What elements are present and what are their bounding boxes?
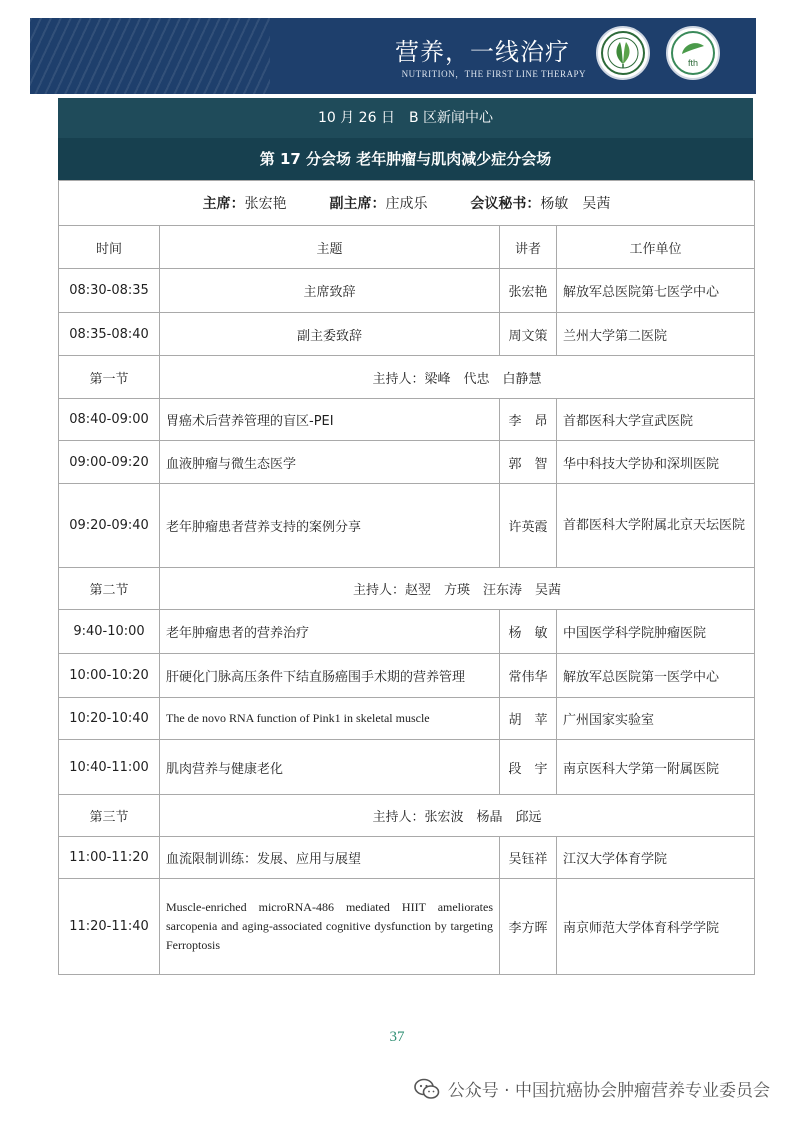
talk-speaker: 吴钰祥 bbox=[500, 837, 557, 879]
section-hosts: 主持人：张宏波 杨晶 邱远 bbox=[160, 795, 755, 837]
section-hosts: 主持人：梁峰 代忠 白静慧 bbox=[160, 356, 755, 399]
vice-chair-label: 副主席： bbox=[329, 196, 386, 212]
section-name: 第二节 bbox=[59, 568, 160, 610]
talk-speaker: 李 昂 bbox=[500, 399, 557, 441]
talk-org: 兰州大学第二医院 bbox=[557, 313, 755, 356]
col-header-topic: 主题 bbox=[160, 226, 500, 269]
table-row bbox=[59, 441, 755, 484]
talk-topic: 老年肿瘤患者营养支持的案例分享 bbox=[160, 484, 500, 568]
talk-org: 首都医科大学宣武医院 bbox=[557, 399, 755, 441]
table-row bbox=[59, 399, 755, 441]
talk-speaker: 段 宇 bbox=[500, 740, 557, 795]
talk-time: 08:40-09:00 bbox=[59, 399, 160, 441]
section-hosts: 主持人：赵翌 方瑛 汪东涛 吴茜 bbox=[160, 568, 755, 610]
table-row bbox=[59, 740, 755, 795]
col-header-speaker: 讲者 bbox=[500, 226, 557, 269]
talk-org: 中国医学科学院肿瘤医院 bbox=[557, 610, 755, 654]
talk-topic: The de novo RNA function of Pink1 in skeletal muscle bbox=[160, 698, 500, 740]
talk-time: 11:20-11:40 bbox=[59, 879, 160, 975]
talk-time: 10:20-10:40 bbox=[59, 698, 160, 740]
section-row bbox=[59, 568, 755, 610]
fth-logo-text: fth bbox=[687, 58, 699, 68]
talk-speaker: 郭 智 bbox=[500, 441, 557, 484]
talk-topic: 主席致辞 bbox=[160, 269, 500, 313]
talk-speaker: 周文策 bbox=[500, 313, 557, 356]
talk-time: 9:40-10:00 bbox=[59, 610, 160, 654]
chair-label: 主席： bbox=[202, 196, 245, 212]
section-name: 第三节 bbox=[59, 795, 160, 837]
talk-org: 解放军总医院第一医学中心 bbox=[557, 654, 755, 698]
talk-org: 南京师范大学体育科学学院 bbox=[557, 879, 755, 975]
talk-speaker: 许英霞 bbox=[500, 484, 557, 568]
secretary-names: 杨敏 吴茜 bbox=[540, 196, 611, 212]
talk-speaker: 张宏艳 bbox=[500, 269, 557, 313]
talk-speaker: 杨 敏 bbox=[500, 610, 557, 654]
footer-attribution bbox=[414, 1076, 770, 1101]
talk-org: 首都医科大学附属北京天坛医院 bbox=[557, 484, 755, 568]
footer-text: 公众号 · 中国抗癌协会肿瘤营养专业委员会 bbox=[447, 1081, 770, 1101]
talk-org: 解放军总医院第七医学中心 bbox=[557, 269, 755, 313]
banner-watermark bbox=[30, 18, 270, 94]
talk-topic: 血流限制训练：发展、应用与展望 bbox=[160, 837, 500, 879]
chairs-cell bbox=[59, 181, 755, 226]
section-name: 第一节 bbox=[59, 356, 160, 399]
association-seal-icon bbox=[596, 26, 650, 80]
header-subtitle: NUTRITION，THE FIRST LINE THERAPY bbox=[401, 69, 586, 79]
talk-topic: Muscle-enriched microRNA-486 mediated HIIT ameliorates sarcopenia and aging-associated cognitive dysfunction by targeting Ferroptosis bbox=[160, 879, 500, 975]
talk-time: 09:00-09:20 bbox=[59, 441, 160, 484]
table-row bbox=[59, 269, 755, 313]
header-banner bbox=[30, 18, 756, 94]
table-row bbox=[59, 654, 755, 698]
section-row bbox=[59, 795, 755, 837]
talk-org: 江汉大学体育学院 bbox=[557, 837, 755, 879]
talk-time: 08:30-08:35 bbox=[59, 269, 160, 313]
table-row bbox=[59, 313, 755, 356]
talk-speaker: 胡 苹 bbox=[500, 698, 557, 740]
schedule-table bbox=[58, 180, 755, 975]
table-row bbox=[59, 879, 755, 975]
talk-org: 华中科技大学协和深圳医院 bbox=[557, 441, 755, 484]
vice-chair-name: 庄成乐 bbox=[385, 196, 428, 212]
chair-name: 张宏艳 bbox=[244, 196, 287, 212]
session-title: 第 17 分会场 老年肿瘤与肌肉减少症分会场 bbox=[58, 138, 753, 180]
wechat-icon bbox=[414, 1078, 440, 1100]
table-row bbox=[59, 610, 755, 654]
talk-time: 10:00-10:20 bbox=[59, 654, 160, 698]
header-title: 营养，一线治疗 bbox=[395, 38, 570, 66]
secretary-label: 会议秘书： bbox=[470, 196, 541, 212]
chairs-row bbox=[59, 181, 755, 226]
talk-time: 10:40-11:00 bbox=[59, 740, 160, 795]
header-row bbox=[59, 226, 755, 269]
table-row bbox=[59, 484, 755, 568]
talk-topic: 副主委致辞 bbox=[160, 313, 500, 356]
fth-logo-icon bbox=[666, 26, 720, 80]
talk-time: 11:00-11:20 bbox=[59, 837, 160, 879]
col-header-org: 工作单位 bbox=[557, 226, 755, 269]
talk-topic: 胃癌术后营养管理的盲区-PEI bbox=[160, 399, 500, 441]
talk-topic: 肝硬化门脉高压条件下结直肠癌围手术期的营养管理 bbox=[160, 654, 500, 698]
date-venue-bar: 10 月 26 日 B 区新闻中心 bbox=[58, 98, 753, 138]
col-header-time: 时间 bbox=[59, 226, 160, 269]
talk-org: 南京医科大学第一附属医院 bbox=[557, 740, 755, 795]
talk-speaker: 李方晖 bbox=[500, 879, 557, 975]
table-row bbox=[59, 837, 755, 879]
table-row bbox=[59, 698, 755, 740]
talk-org: 广州国家实验室 bbox=[557, 698, 755, 740]
talk-topic: 老年肿瘤患者的营养治疗 bbox=[160, 610, 500, 654]
section-row bbox=[59, 356, 755, 399]
talk-time: 09:20-09:40 bbox=[59, 484, 160, 568]
talk-topic: 血液肿瘤与微生态医学 bbox=[160, 441, 500, 484]
page-number: 37 bbox=[389, 1029, 405, 1045]
talk-topic: 肌肉营养与健康老化 bbox=[160, 740, 500, 795]
talk-speaker: 常伟华 bbox=[500, 654, 557, 698]
talk-time: 08:35-08:40 bbox=[59, 313, 160, 356]
